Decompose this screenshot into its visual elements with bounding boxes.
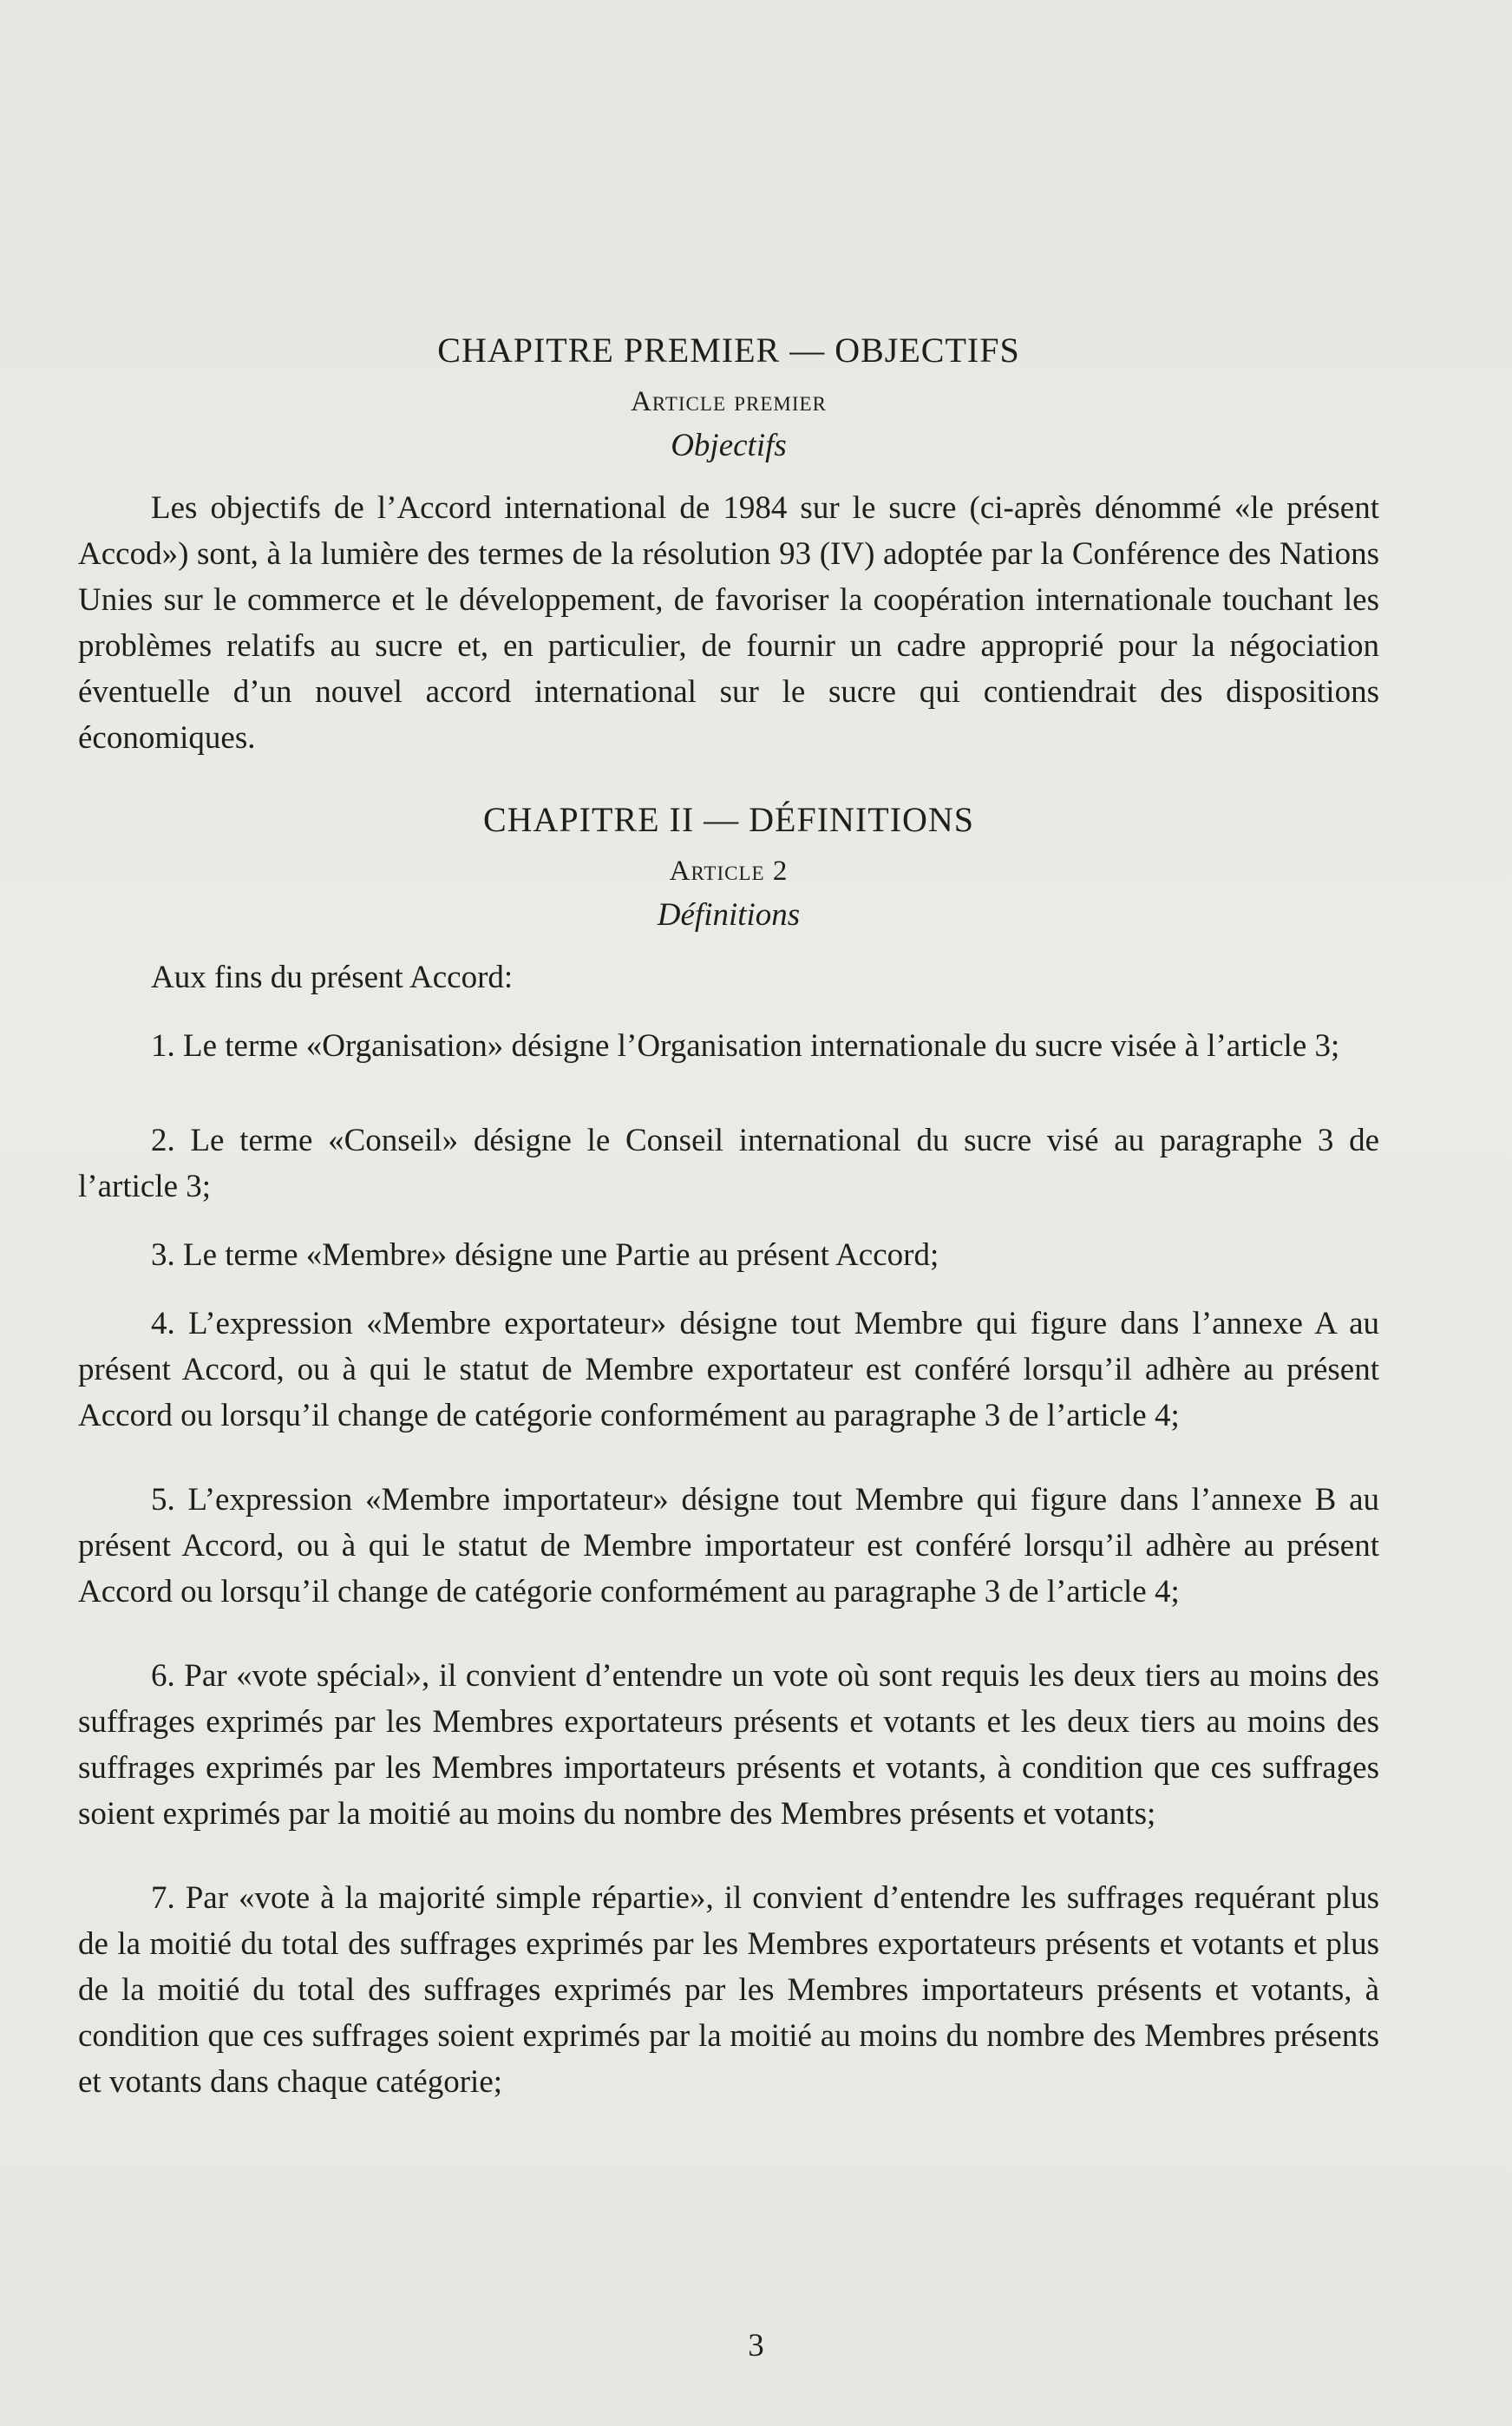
article-2-label: Article 2 (669, 856, 789, 887)
page-number: 3 (748, 2328, 764, 2364)
definition-item: 7. Par «vote à la majorité simple répartie», il convient d’entendre les suffrages requérant plus de la moitié du total des suffrages exprimés par les Membres exportateurs présents et votants et plus de la moitié du total des suffrages exprimés par les Membres importateurs présents et votants, à condition que ces suffrages soient exprimés par la moitié au moins du nombre des Membres présents et votants dans chaque catégorie; (78, 1880, 1379, 2100)
definition-item: 3. Le terme «Membre» désigne une Partie au présent Accord; (151, 1237, 939, 1273)
bleed-through-text (139, 113, 147, 146)
objectives-paragraph: Les objectifs de l’Accord international de 1984 sur le sucre (ci-après dénommé «le présent Accod») sont, à la lumière des termes de la résolution 93 (IV) adoptée par la Conférence des Nations Unies sur le commerce et le développement, de favoriser la coopération internationale touchant les problèmes relatifs au sucre et, en particulier, de fournir un cadre approprié pour la négociation éventuelle d’un nouvel accord international sur le sucre qui contiendrait des dispositions économiques. (78, 490, 1379, 756)
article-1-heading: Objectifs (671, 428, 787, 463)
definition-item: 6. Par «vote spécial», il convient d’entendre un vote où sont requis les deux tiers au moins des suffrages exprimés par les Membres exportateurs présents et votants et les deux tiers au moins des suffrages exprimés par les Membres importateurs présents et votants, à condition que ces suffrages soient exprimés par la moitié au moins du nombre des Membres présents et votants; (78, 1658, 1379, 1832)
chapter-2-title: CHAPITRE II — DÉFINITIONS (482, 800, 975, 839)
definition-item: 4. L’expression «Membre exportateur» désigne tout Membre qui figure dans l’annexe A au présent Accord, ou à qui le statut de Membre exportateur est conféré lorsqu’il adhère au présent Accord ou lorsqu’il change de catégorie conformément au paragraphe 3 de l’article 4; (78, 1306, 1379, 1433)
chapter-1-title: CHAPITRE PREMIER — OBJECTIFS (437, 331, 1020, 370)
definitions-intro: Aux fins du présent Accord: (151, 960, 514, 995)
article-1-label: Article premier (631, 386, 827, 417)
definition-item: 1. Le terme «Organisation» désigne l’Organisation internationale du sucre visée à l’article 3; (151, 1028, 1340, 1064)
main-text (78, 330, 1379, 2105)
definition-item: 2. Le terme «Conseil» désigne le Conseil international du sucre visé au paragraphe 3 de l’article 3; (78, 1123, 1379, 1204)
article-2-heading: Définitions (657, 897, 801, 933)
definition-item: 5. L’expression «Membre importateur» désigne tout Membre qui figure dans l’annexe B au présent Accord, ou à qui le statut de Membre importateur est conféré lorsqu’il adhère au présent Accord ou lorsqu’il change de catégorie conformément au paragraphe 3 de l’article 4; (78, 1482, 1379, 1610)
